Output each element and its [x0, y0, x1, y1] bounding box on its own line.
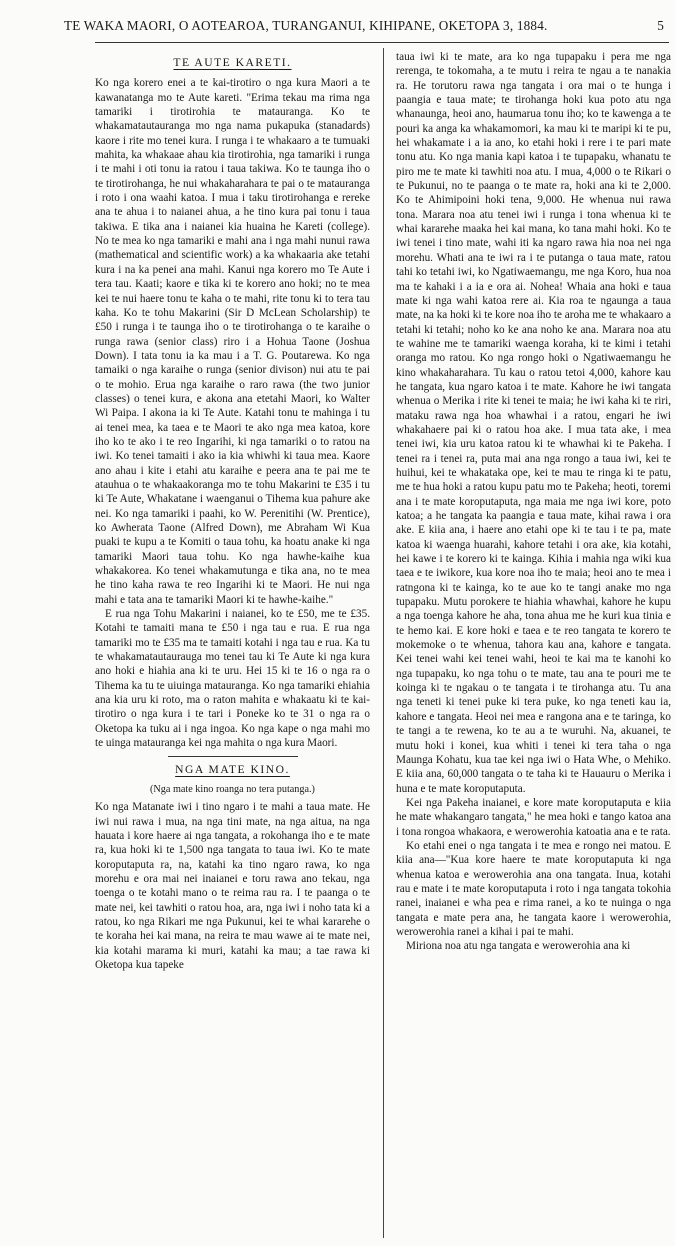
- column-divider: [383, 48, 384, 1238]
- article2-continued-paragraph-4: Miriona noa atu nga tangata e werowerohia ana ki: [406, 940, 631, 953]
- page-header: [64, 18, 664, 34]
- right-column: [396, 50, 671, 1240]
- article2-continued-paragraph-3: Ko etahi enei o nga tangata i te mea e rongo nei matou. E kiia ana—"Kua kore haere te mate koroputaputa ki nga whenua katoa e werowerohia ana ona tangata. Inua, kotahi rau e mate i te mate koroputaputa i roto i nga tangata tokohia ranei, inaianei e wha pea e rima ranei, a ko te nuinga o nga tangata e mate pera ana, he tangata kaore i werowerohia, werowerohia ranei a kihai i pai te mahi.: [396, 839, 671, 938]
- article2-paragraph-1: Ko nga Matanate iwi i tino ngaro i te mahi a taua mate. He iwi nui rawa i mua, na nga tini mate, na nga aitua, na nga hauata i kore haere ai nga tangata, a rokohanga iho e te mate ra, kua hoki ki te 1,500 nga tangata to taua iwi. Ko te mate koroputaputa ra, na, katahi ka tino ngaro rawa, ko nga morehu e ora mai nei inaianei e toru rawa ano tekau, nga toenga o te kotahi mano o te reima rau ra. I te paanga o te mate nei, kei tawhiti o ratou hoa, ara, nga iwi i noho tata ki a ratou, ko nga Rikari me nga Pukunui, kei te whai kararehe o te koraha hei kai mana, na reira te mau wawe ai te mate nei, kia kotahi marama ki muri, katahi ka mau; a tae rawa ki Oketopa kua tapeke: [95, 801, 370, 971]
- article1-paragraph-1: Ko nga korero enei a te kai-tirotiro o nga kura Maori a te kawanatanga mo te Aute kareti. "Erima tekau ma rima nga tamariki i tirotirohia te matauranga. Ko te whakamatautauranga mo nga nama pukapuka (stanadards) kaore i rite mo tenei kura. I runga i te whakaaro a te tumuaki mahita, ka whakaae ahau kia tirotirohia, nga tamariki i runga i te mahi i oti tonu ia ratou i taua takiwa. Ko te taunga iho o te tirotirohanga, he nui whakaharahara te pai o te matauranga i roto i ona waahi katoa. I mua i taku tirotirohanga e rereke ana te ahua i to naianei ahua, a he tino kura pai tonu i taua takiwa. E tika ana i naianei kia huaina he Kareti (college). No te mea ko nga tamariki e mahi ana i nga mahi nunui rawa (mathematical and scientific work) a ka whakaaria ake tetahi kura i na ka penei ana mahi. Kanui nga korero mo Te Aute i tera tau. Kaati; kaore e tika ki te korero ano hoki; no te mea kei te nui haere tonu te kaha o te mahi, rite tonu ki to tera tau kaha. Ko te tohu Makarini (Sir D McLean Scholarship) te £50 i runga i te taunga iho o te tirotirohanga o te karaihe o runga rawa (senior class) riro i a Hohua Taone (Joshua Down). I tata tonu ia ka mau i a T. G. Poutarewa. Ko nga tamaiki o nga karaihe o runga (senior divison) nui atu te pai o te mohio. Erua nga karaihe o raro rawa (the two junior classes) o tenei kura, e akona ana etetahi Maori, ko Walter Wi Paipa. I akona ia ki Te Aute. Katahi tonu te mahinga i tu ai tenei mea, ka taea e te Maori te ako nga mea katoa, kore iho ko te ako i te reo Ingarihi, ki nga tamariki o to ratou na iwi. Ko tenei tamaiti i ako ia kia whiwhi ki taua mea. Kaore ano ahau i kite i etahi atu karaihe e peera ana te pai me te atauhua o te whakaakoranga mo te tohu Makarini te £35 i tu ki Te Aute, Whakatane i waenganui o Tihema kua pahure ake nei. Ko nga tamariki i paahi, ko W. Perenitihi (W. Prentice), ko Awherata Taone (Alfred Down), me Abraham Wi Kua puaki te kupu a te Komiti o taua tohu, ka hoatu anake ki nga tamariki Maori taua tohu. Ko nga hawhe-kaihe kua whakakorea. Ko tenei whakamutunga e tika ana, no te mea he tino kaha rawa te reo Ingarihi ki te Maori. He nui nga mahi e tata ana te tamariki Maori ki te hawhe-kaihe.": [95, 77, 370, 606]
- article-title-nga-mate-kino: NGA MATE KINO.: [175, 762, 290, 776]
- header-title: TE WAKA MAORI, O AOTEAROA, TURANGANUI, KIHIPANE, OKETOPA 3, 1884.: [64, 18, 548, 33]
- article-title-te-aute-kareti: TE AUTE KARETI.: [173, 56, 292, 69]
- article1-paragraph-2: E rua nga Tohu Makarini i naianei, ko te £50, me te £35. Kotahi te tamaiti mana te £50 i nga tau e rua. E rua nga tamariki mo te £35 ma te tamaiti kotahi i nga tau e rua. Ka tu te whakamatautaurauga mo tenei tau ki Te Aute ki nga kura ano hoki e hiahia ana ki te uru. Hei 15 ki te 16 o nga ra o Tihema ka tu te uiuinga matauranga. Ko nga tamariki ehiahia ana kia uru ki roto, ma o raton mahita e whakaatu ki te kai-tirotiro o nga kura i te tari i Poneke ko te 31 o nga ra o Oketopa ka tuku ai i nga ingoa. Ko nga kape o nga mahi mo te uinga matauranga kei nga mahita o nga kura Maori.: [95, 608, 370, 750]
- article2-continued-paragraph-1: taua iwi ki te mate, ara ko nga tupapaku i pera me nga rerenga, te tokomaha, a te mutu i reira te ngau a te nanakia ra. He torutoru rawa nga tangata i ora mai o te hunga i paangia e taua mate; te tirohanga hoki kua poto atu nga whanaunga, heoi ano, haumarua tonu iho; ko te kawenga a te pouri ka anga ka whakamomori, ka mau ki te maripi ki te pu, hei whakamate i a ia ano, ko etahi hoki i rere i te pari mate tonu atu. Ko nga mania kapi katoa i te tupapaku, whanatu te piro me te mate ki tawhiti noa atu. I mua, 4,000 o te Rikari o te Pukunui, no te paanga o te mate ra, hoki ana ki te 2,000. Ko te Ahimipoini hoki tena, 9,000. He whenua nui rawa tona. Marara noa atu tenei iwi i runga i tona whenua ki te whai kararehe maaka hei kai mana, ko tana mahi hoki. Ko te iwi tenei i tino mate, wahi iti ka ngaro rawa hia noa nei nga morehu. Whati ana te iwi ra i te putanga o taua mate, ratou tahi ko tetahi iwi, ko Ngatiwaemangu, me nga Koro, hua noa ma te kahaki i a ia e ora ai. Nohea! Whaia ana hoki e taua mate ki nga wahi katoa rere ai. Kia roa te ngaunga a taua mate, na ka hoki ki te kore noa iho te aroha me te whakaaro a tetahi ki tetahi; noho ko ke ana noho ke ana. Marara noa atu te wahine me te tamariki waenga koraha, ki te kimi i tetahi oranga mo ratou. Ko nga rongo hoki o Ngatiwaemangu he kino whakaharahara. Tu kau o ratou tetoi 4,000, kahore kau he tangata, kua ngaro katoa i te mate. Kahore he iwi tangata whenua o Merika i rite ki tenei te maia; he iwi kaha ki te riri, mataku rawa nga hoa whawhai i a ratou, engari he iwi whakahaere pai ki o ratou hoa ake. I mua tata ake, i mea tenei iwi, kia uru katoa ratou ki te whawhai ki te Pakeha. I tenei ra i tenei ra, puta mai ana nga rongo a taua iwi, kei te huihui, kei te whakataka ope, kei te mau te ringa ki te patu, me te hua hoki a ratou kupu patu mo te Pakeha; heoti, toremi ana i te mate koroputaputa, nga maia me nga iwi kore, poto katoa; a he tangata ka paangia e taua mate, kihai rawa i ora ake. E kiia ana, i haere ano etahi ope ki te tau i te pa, mate katoa ki waenga huarahi, kahore tetahi i ora ake, kia kotahi, hei kawe i te korero ki te kainga. Kihia i mahia nga wiki kua taea e te iwikore, kua kore noa iho te maia; heoi ano te mea i ratngona ki te kainga, ko te aue ko te tangi anake mo nga tupapaku. Mutu porokere te hiahia whawhai, kahore he kupu a nga toenga kahore he aha, tona ahua me he kuri kua tinia e te hemo kai. E kore hoki e taea e te reo tangata te korero te mokemoke o te whenua, tahora kau ana, kahore e tangata. Kei tenei wahi kei tenei wahi, heoi te kai ma te kanohi ko nga tupapaku, ko nga tohu o te mate, tau ana te pouri me te koinga ki te ngakau o te tangata i te tirohanga atu. Tu ana nga teneti ki tenei puke ki tera puke, ko nga teneti kau ia, kahore e tangata. Heoi nei mea e rangona ana e te taringa, ko te tangi a te rewena, ko te au a te wuruhi. Na, akuanei, te mutu hoki i konei, kua whiti i tenei ki tera taha o nga Maunga Kohatu, kua tae kei nga iwi o Hata Whe, o Mehiko. E kiia ana, 60,000 tangata o te taha ki te Hauauru o Merika i huna e te mate koroputaputa.: [396, 51, 671, 795]
- article-separator: [168, 756, 298, 757]
- left-column: [95, 50, 370, 1240]
- article-subtitle: (Nga mate kino roanga no tera putanga.): [150, 783, 315, 795]
- header-rule: [95, 42, 669, 43]
- page-number: 5: [657, 18, 664, 33]
- article2-continued-paragraph-2: Kei nga Pakeha inaianei, e kore mate koroputaputa e kiia he mate whakangaro tangata," he mea hoki e tango katoa ana i tona rongoa whakaora, e werowerohia katoatia ana e te rata.: [396, 796, 671, 838]
